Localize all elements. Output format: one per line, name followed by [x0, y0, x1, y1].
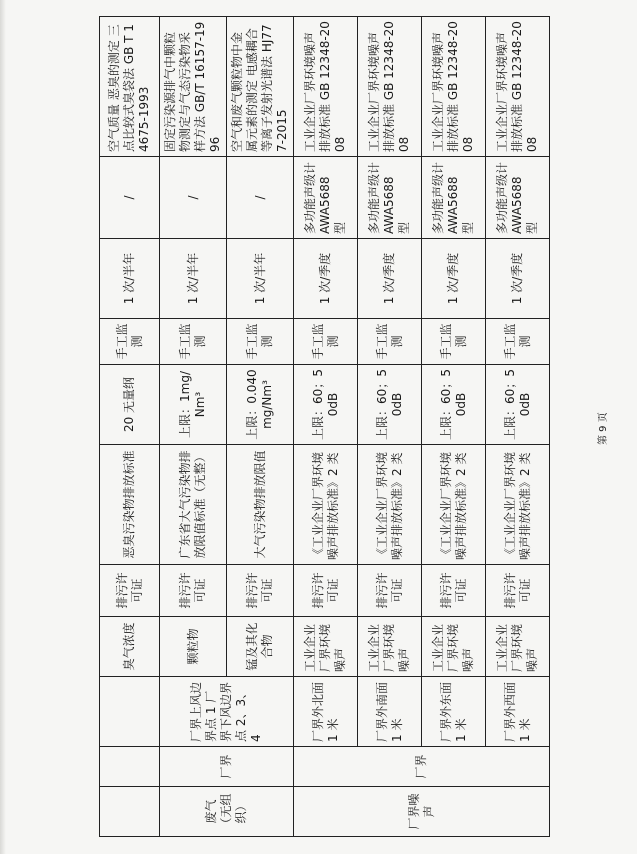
cell: 1 次/半年 — [159, 239, 226, 319]
cell: 工业企业厂界环境噪声 — [293, 617, 357, 677]
cell: 排污许可证 — [293, 565, 357, 617]
cell: 排污许可证 — [485, 565, 549, 617]
cell: 上限：60；50dB — [485, 365, 549, 445]
cell: 多功能声级计 AWA5688 型 — [357, 157, 421, 239]
cell: 排污许可证 — [99, 565, 159, 617]
cell: 《工业企业厂界环境噪声排放标准》2 类 — [357, 445, 421, 565]
cell: 《工业企业厂界环境噪声排放标准》2 类 — [293, 445, 357, 565]
cell: 厂界外西面 1 米 — [485, 677, 549, 747]
cell: 厂界外北面 1 米 — [293, 677, 357, 747]
cell: 手工监测 — [485, 319, 549, 365]
cell: 锰及其化合物 — [226, 617, 293, 677]
cell: 工业企业厂界环境噪声排放标准 GB 12348-2008 — [485, 17, 549, 157]
cell: 广东省大气污染物排放限值标准（无整） — [159, 445, 226, 565]
cell: 空气质量 恶臭的测定 三点比较式臭袋法 GB T 14675-1993 — [99, 17, 159, 157]
cell: / — [159, 157, 226, 239]
cell: 工业企业厂界环境噪声排放标准 GB 12348-2008 — [421, 17, 485, 157]
table-row — [357, 17, 421, 837]
cell: 1 次/季度 — [357, 239, 421, 319]
cell: 上限：0.040mg/Nm³ — [226, 365, 293, 445]
cell: 多功能声级计 AWA5688 型 — [485, 157, 549, 239]
cell: 排污许可证 — [226, 565, 293, 617]
cell: 多功能声级计 AWA5688 型 — [293, 157, 357, 239]
cell: 颗粒物 — [159, 617, 226, 677]
cell: 1 次/半年 — [226, 239, 293, 319]
cell: 臭气浓度 — [99, 617, 159, 677]
cell: 上限：60；50dB — [357, 365, 421, 445]
cell: 手工监测 — [159, 319, 226, 365]
cell-location: 厂界 — [293, 747, 549, 787]
cell: 排污许可证 — [421, 565, 485, 617]
cell — [99, 747, 159, 787]
cell: 1 次/季度 — [421, 239, 485, 319]
cell: 排污许可证 — [357, 565, 421, 617]
cell: 手工监测 — [99, 319, 159, 365]
cell: 上限：60；50dB — [421, 365, 485, 445]
cell: / — [99, 157, 159, 239]
cell: / — [226, 157, 293, 239]
cell: 工业企业厂界环境噪声 — [421, 617, 485, 677]
cell: 恶臭污染物排放标准 — [99, 445, 159, 565]
page-edge-shadow — [0, 0, 6, 854]
cell: 工业企业厂界环境噪声 — [357, 617, 421, 677]
table-row — [293, 17, 357, 837]
cell-category: 废气（无组织） — [159, 787, 293, 837]
cell: 工业企业厂界环境噪声排放标准 GB 12348-2008 — [357, 17, 421, 157]
cell: 1 次/季度 — [485, 239, 549, 319]
cell-points: 厂界上风边界点 1 厂界下风边界点 2、3、4 — [159, 677, 293, 747]
cell: 手工监测 — [421, 319, 485, 365]
cell: 《工业企业厂界环境噪声排放标准》2 类 — [421, 445, 485, 565]
cell: 手工监测 — [357, 319, 421, 365]
cell: 上限：60；50dB — [293, 365, 357, 445]
cell: 20 无量纲 — [99, 365, 159, 445]
table-row — [159, 17, 226, 837]
cell: 排污许可证 — [159, 565, 226, 617]
cell: 厂界外东面 1 米 — [421, 677, 485, 747]
cell-category: 厂界噪声 — [293, 787, 549, 837]
cell: 工业企业厂界环境噪声排放标准 GB 12348-2008 — [293, 17, 357, 157]
cell: 厂界外南面 1 米 — [357, 677, 421, 747]
cell-location: 厂界 — [159, 747, 293, 787]
page-number: 第 9 页 — [598, 412, 609, 445]
cell: 手工监测 — [293, 319, 357, 365]
table-row — [421, 17, 485, 837]
cell — [99, 787, 159, 837]
cell: 《工业企业厂界环境噪声排放标准》2 类 — [485, 445, 549, 565]
cell: 固定污染源排气中颗粒物测定与气态污染物采样方法 GB/T 16157-1996 — [159, 17, 226, 157]
cell: 大气污染物排放限值 — [226, 445, 293, 565]
cell: 工业企业厂界环境噪声 — [485, 617, 549, 677]
cell: 1 次/季度 — [293, 239, 357, 319]
cell: 手工监测 — [226, 319, 293, 365]
table-row — [99, 17, 159, 837]
cell: 上限：1mg/Nm³ — [159, 365, 226, 445]
table-row — [485, 17, 549, 837]
cell: 多功能声级计 AWA5688 型 — [421, 157, 485, 239]
cell: 1 次/半年 — [99, 239, 159, 319]
cell: 空气和废气颗粒物中金属元素的测定 电感耦合等离子发射光谱法 HJ777-2015 — [226, 17, 293, 157]
rotated-table-container — [99, 17, 539, 837]
cell — [99, 677, 159, 747]
monitoring-table — [99, 16, 550, 837]
